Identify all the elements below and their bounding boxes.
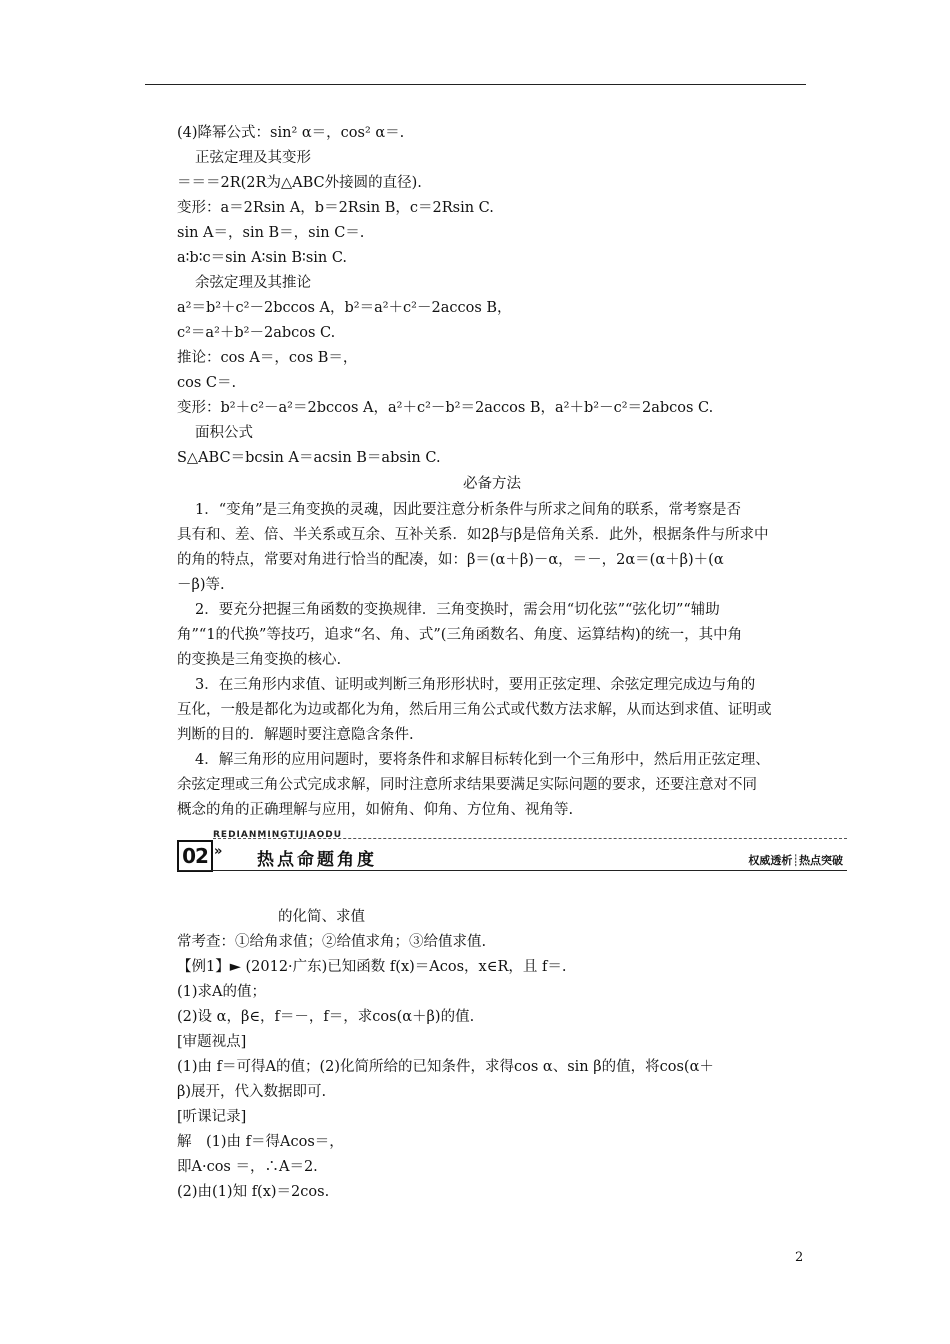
paragraph-line: 判断的目的．解题时要注意隐含条件. (177, 727, 414, 743)
paragraph-line: 3．在三角形内求值、证明或判断三角形形状时，要用正弦定理、余弦定理完成边与角的 (195, 677, 756, 693)
header-rule (145, 84, 806, 85)
chevron-right-icon: » (214, 844, 223, 859)
paragraph-line: －β)等. (177, 577, 225, 593)
paragraph-line: 互化，一般是都化为边或都化为角，然后用三角公式或代数方法求解，从而达到求值、证明或 (177, 702, 772, 718)
paragraph-line: 角”“1的代换”等技巧，追求“名、角、式”(三角函数名、角度、运算结构)的统一，其中角 (177, 627, 743, 643)
methods-heading: 必备方法 (463, 476, 521, 492)
solution-line: (2)由(1)知 f(x)＝2cos. (177, 1184, 330, 1200)
formula-line: 推论：cos A＝，cos B＝， (177, 350, 358, 366)
solution-line: 解 (1)由 f＝得Acos＝， (177, 1134, 344, 1150)
example-line: (1)求A的值； (177, 984, 267, 1000)
paragraph-line: (1)由 f＝可得A的值；(2)化简所给的已知条件，求得cos α、sin β的值，将cos(α＋ (177, 1059, 714, 1075)
banner-bottom-rule (177, 870, 847, 871)
paragraph-line: 1．“变角”是三角变换的灵魂，因此要注意分析条件与所求之间角的联系，常考察是否 (195, 502, 742, 518)
banner-title: 热点命题角度 (257, 850, 377, 870)
paragraph-line: 2．要充分把握三角函数的变换规律．三角变换时，需会用“切化弦”“弦化切”“辅助 (195, 602, 720, 618)
formula-line: S△ABC＝bcsin A＝acsin B＝absin C. (177, 450, 441, 466)
formula-line: a²＝b²＋c²－2bccos A，b²＝a²＋c²－2accos B， (177, 300, 512, 316)
paragraph-line: 常考查：①给角求值；②给值求角；③给值求值. (177, 934, 487, 950)
banner-pinyin: REDIANMINGTIJIAODU (213, 830, 343, 840)
formula-line: sin A＝，sin B＝，sin C＝. (177, 225, 365, 241)
label-line: [听课记录] (177, 1109, 247, 1125)
formula-line: 变形：a＝2Rsin A，b＝2Rsin B，c＝2Rsin C. (177, 200, 494, 216)
paragraph-line: 的变换是三角变换的核心. (177, 652, 342, 668)
formula-line: ＝＝＝2R(2R为△ABC外接圆的直径). (177, 175, 422, 191)
formula-line: a∶b∶c＝sin A∶sin B∶sin C. (177, 250, 348, 266)
paragraph-line: 的角的特点，常要对角进行恰当的配凑，如：β＝(α＋β)－α，＝－，2α＝(α＋β)＋(α (177, 552, 724, 568)
section-heading: 面积公式 (195, 425, 253, 441)
paragraph-line: 具有和、差、倍、半关系或互余、互补关系．如2β与β是倍角关系．此外，根据条件与所求中 (177, 527, 769, 543)
solution-line: 即A·cos ＝，∴A＝2. (177, 1159, 318, 1175)
example-line: (2)设 α，β∈，f＝－，f＝，求cos(α＋β)的值. (177, 1009, 475, 1025)
label-line: [审题视点] (177, 1034, 247, 1050)
formula-line: (4)降幂公式：sin² α＝，cos² α＝. (177, 125, 405, 141)
page-number: 2 (795, 1250, 804, 1265)
formula-line: 变形：b²＋c²－a²＝2bccos A，a²＋c²－b²＝2accos B，a²＋b²－c²＝2abcos C. (177, 400, 714, 416)
topic-heading: 的化简、求值 (278, 909, 365, 925)
paragraph-line: 4．解三角形的应用问题时，要将条件和求解目标转化到一个三角形中，然后用正弦定理、 (195, 752, 770, 768)
formula-line: c²＝a²＋b²－2abcos C. (177, 325, 336, 341)
section-banner (177, 830, 847, 872)
paragraph-line: β)展开，代入数据即可. (177, 1084, 327, 1100)
formula-line: cos C＝. (177, 375, 237, 391)
section-heading: 正弦定理及其变形 (195, 150, 311, 166)
example-line: 【例1】► (2012·广东)已知函数 f(x)＝Acos，x∈R，且 f＝. (177, 959, 567, 975)
banner-tags: 权威透析┊热点突破 (748, 854, 843, 867)
paragraph-line: 概念的角的正确理解与应用，如俯角、仰角、方位角、视角等. (177, 802, 574, 818)
section-heading: 余弦定理及其推论 (195, 275, 311, 291)
paragraph-line: 余弦定理或三角公式完成求解，同时注意所求结果要满足实际问题的要求，还要注意对不同 (177, 777, 757, 793)
banner-number: 02 (177, 840, 213, 872)
